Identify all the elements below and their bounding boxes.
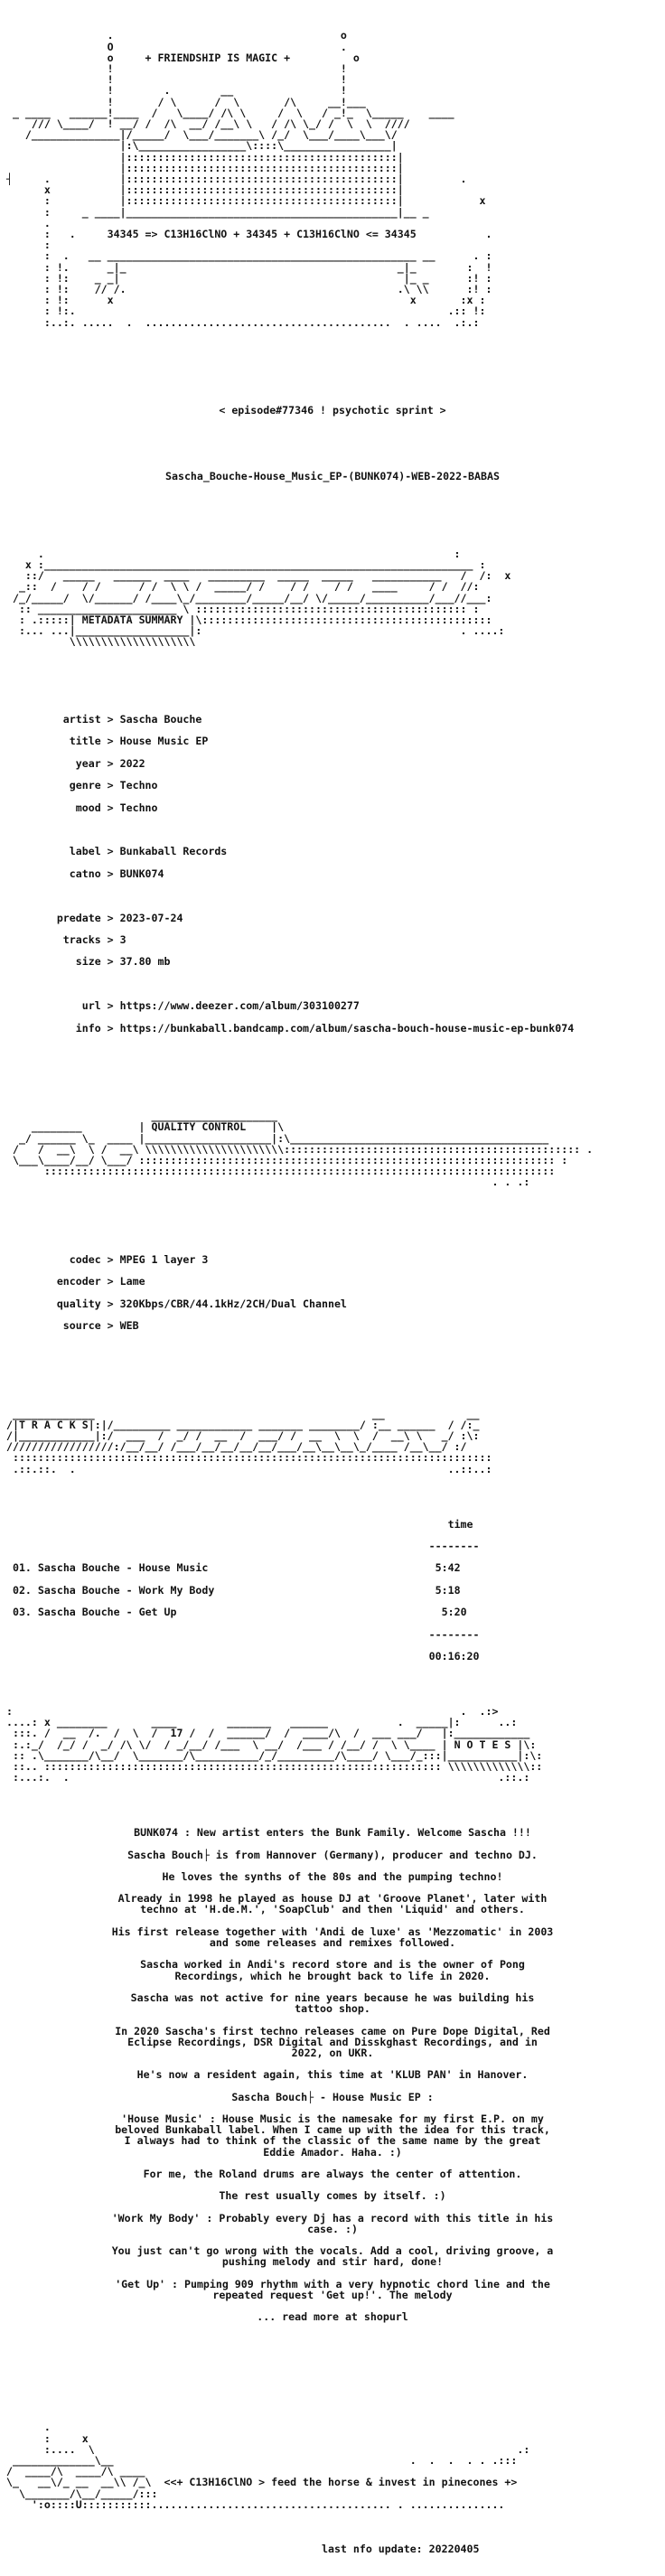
notes-line: 'House Music' : House Music is the namesake for my first E.P. on my (121, 2112, 544, 2126)
notes-line: He's now a resident again, this time at 'KLUB PAN' in Hanover. (136, 2068, 529, 2082)
tracks-title: T R A C K S (18, 1418, 89, 1431)
meta-genre: genre > Techno (0, 779, 158, 792)
notes-gap (0, 2014, 665, 2025)
notes-line: case. :) (307, 2222, 358, 2235)
notes-line: 'Get Up' : Pumping 909 rhythm with a very hypnotic chord line and the (115, 2277, 550, 2290)
quality-banner-art: ____________________ ________ | QUALITY CONTROL |\ _/ ______ \_ ____ |____________________|:\_________________________________________ / / __\ \ / __\ \\\\\\\\\\\\\\\\\\\\\\::::::::::::::::::::::::::::::::::::::::::::::: . \___\____/__/ \___/ :::::::::::::::::::::::::::::::::::::::::::::::::::::::::::::::::: : ::::::::::::::::::::::::::::::::::::::::::::::::::::::::::::::::::::::::::::::::: . . .: (12, 1110, 594, 1189)
notes-line: beloved Bunkaball label. When I came up with the idea for this track, (115, 2123, 550, 2137)
notes-title: N O T E S (454, 1738, 511, 1751)
info-link[interactable]: https://bunkaball.bandcamp.com/album/sascha-bouch-house-music-ep-bunk074 (119, 1021, 575, 1035)
notes-line: BUNK074 : New artist enters the Bunk Family. Welcome Sascha !!! (134, 1826, 531, 1840)
notes-gap (0, 2300, 665, 2311)
episode-line: < episode#77346 ! psychotic sprint > (219, 404, 446, 417)
meta-catno: catno > BUNK074 (0, 866, 164, 880)
footer-horse-art: . : x :.... \ .: _____________\__ . . . . . .::: / ____/\ ____/\ ____ \_ __\/_ __ __\\ /_\ <<+ C13H16ClNO > feed the horse & invest in pinecones +> \_______/\__/_____/::: ':o::::U:::::::::::...................................... . ............... (5, 2421, 530, 2511)
notes-gap (0, 1860, 665, 1871)
time-header: time (447, 1517, 473, 1531)
meta-title: title > House Music EP (0, 735, 209, 748)
notes-line: I always had to think of the classic of the same name by the great (124, 2134, 541, 2148)
qc-quality: quality > 320Kbps/CBR/44.1kHz/2CH/Dual Channel (0, 1297, 347, 1310)
notes-line: Sascha was not active for nine years because he was building his (130, 1991, 535, 2004)
top-logo-art: . o O . o + FRIENDSHIP IS MAGIC + o ! ! ! ! ! . __ ! ! / \ / \ /\ __!___ _ ____ ______!____ / \____/ /\ \ / \ / _!_ \_____ ____ /// \____/ ! __/ / /\ __/ /__\ \ / /\ \_/ / \ \ //// /______________|/_____/ \___/_______\ /_/ \___/____\___\/ |:\_________________\::::\_________________| |:::::::::::::::::::::::::::::::::::::::::::| |:::::::::::::::::::::::::::::::::::::::::::| ┤ . |:::::::::::::::::::::::::::::::::::::::::::| . x |:::::::::::::::::::::::::::::::::::::::::::| : |:::::::::::::::::::::::::::::::::::::::::::| x : _ ____|___________________________________________|__ _ . : . 34345 => C13H16ClNO + 34345 + C13H16ClNO <= 34345 . : : . __ _________________________________________________ __ . : : !. _|_ _|_ : ! : !: _ _| |_ _ :! : : !: // /. .\ \\ :! : : !: x x :x : : !:. .:: !: :..:. ..... . ....................................... . .... .:.: (5, 29, 492, 329)
notes-gap (0, 2202, 665, 2213)
notes-line: techno at 'H.de.M.', 'SoapClub' and then 'Liquid' and others. (140, 1903, 525, 1916)
notes-gap (0, 1882, 665, 1893)
tracks-banner-art: _____________ __ __ /|T R A C K S|:|/_________ ____________ _______ ________/ :__ ______ / /:_ /|____________|:/ ___ / _/ / __ / ___/ / __ \ \ / __\ \ _/ :\: /////////////////:/__/__/ /___/__/__/__/__/___/__\__\__\_/____ /__\__/ :/ :::::::::::::::::::::::::::::::::::::::::::::::::::::::::::::::::::::::::::: .::.::. . ..::..: (5, 1407, 492, 1475)
meta-artist: artist > Sascha Bouche (0, 712, 202, 726)
notes-gap (0, 2080, 665, 2091)
meta-tracks: tracks > 3 (0, 932, 126, 946)
url-link[interactable]: https://www.deezer.com/album/303100277 (119, 999, 360, 1013)
notes-line: The rest usually comes by itself. :) (219, 2189, 446, 2203)
notes-line: You just can't go wrong with the vocals. Add a cool, driving groove, a (111, 2244, 554, 2258)
track-row: 01. Sascha Bouche - House Music 5:42 (12, 1561, 461, 1575)
track-row: 02. Sascha Bouche - Work My Body 5:18 (12, 1583, 461, 1597)
notes-line: Sascha Bouch├ - House Music EP : (231, 2090, 434, 2103)
notes-body (0, 1827, 665, 2322)
notes-line: repeated request 'Get up!'. The melody (212, 2289, 453, 2302)
notes-gap (0, 1916, 665, 1926)
time-divider: -------- (0, 1539, 480, 1552)
notes-gap (0, 1838, 665, 1849)
notes-line: He loves the synths of the 80s and the pumping techno! (162, 1869, 503, 1883)
qc-codec: codec > MPEG 1 layer 3 (0, 1252, 209, 1266)
release-name: Sascha_Bouche-House_Music_EP-(BUNK074)-WEB-2022-BABAS (165, 470, 500, 483)
formula: 34345 => C13H16ClNO + 34345 + C13H16ClNO <= 34345 (107, 228, 417, 241)
notes-line: Recordings, which he brought back to life in 2020. (174, 1969, 491, 1982)
metadata-title: METADATA SUMMARY (81, 614, 183, 627)
meta-year: year > 2022 (0, 756, 145, 770)
notes-line: Already in 1998 he played as house DJ at 'Groove Planet', later with (117, 1892, 548, 1906)
meta-predate: predate > 2023-07-24 (0, 911, 183, 924)
notes-line: For me, the Roland drums are always the center of attention. (143, 2167, 522, 2180)
quality-title: QUALITY CONTROL (151, 1120, 247, 1134)
meta-label: label > Bunkaball Records (0, 845, 228, 858)
notes-gap (0, 2103, 665, 2113)
notes-line: Sascha Bouch├ is from Hannover (Germany), producer and techno DJ. (127, 1848, 538, 1861)
total-time: 00:16:20 (428, 1649, 480, 1663)
notes-line: and some releases and remixes followed. (209, 1936, 456, 1950)
notes-gap (0, 2058, 665, 2069)
metadata-banner-art: . : x :____________________________________________________________________ : ::/ _____ ______ ____ _________ _____ _____ ___________ / /: x _:: / / / / / \ \ / _____/ / / / / / ____ / / //: /_/_____/ \/______/ /____\_/________/_____/__/ \/_____/__________/___//___: :: ______________________ \ ::::::::::::::::::::::::::::::::::::::::::: : : .:::::| METADATA SUMMARY |\:::::::::::::::::::::::::::::::::::::::::::::: :... ...|__________________|: . ....: \\\\\\\\\\\\\\\\\\\\ (12, 547, 511, 649)
meta-mood: mood > Techno (0, 801, 158, 814)
notes-gap (0, 2179, 665, 2190)
notes-line: ... read more at shopurl (257, 2310, 408, 2324)
notes-line: pushing melody and stir hard, done! (221, 2255, 444, 2269)
meta-url: url > https://www.deezer.com/album/303100277 (0, 999, 360, 1013)
notes-gap (0, 2158, 665, 2169)
footer-slogan: <<+ C13H16ClNO > feed the horse & invest in pinecones +> (164, 2476, 518, 2489)
notes-banner-art: : . .:> ....: x ________ ____ _______ ______ . _____|: ..: :::. / __ /. / \ / 17 / / ______/ / ____/\ / ___ ___/ |:____________ :.:_/ /_/ / _/ /\ \/ / _/__/ /___ \ __/ /___ / /__/ / \ \____ | N O T E S |\: :: .\_______/\__/ \_______/\__________/_/_________/\____/ \___/_:::|___________|:\: ::.. ::::::::::::::::::::::::::::::::::::::::::::::::::::::::::::::: \\\\\\\\\\\\\:: :...:. . .::.: (5, 1704, 543, 1784)
notes-line: 'Work My Body' : Probably every Dj has a record with this title in his (111, 2211, 554, 2225)
tagline: + FRIENDSHIP IS MAGIC + (145, 51, 291, 64)
notes-line: In 2020 Sascha's first techno releases came on Pure Dope Digital, Red (115, 2024, 550, 2037)
meta-size: size > 37.80 mb (0, 955, 171, 969)
notes-line: Eclipse Recordings, DSR Digital and Disskghast Recordings, and in (127, 2035, 538, 2048)
qc-encoder: encoder > Lame (0, 1275, 145, 1288)
notes-gap (0, 2268, 665, 2279)
notes-line: Sascha worked in Andi's record store and is the owner of Pong (140, 1958, 525, 1972)
notes-gap (0, 1981, 665, 1992)
notes-line: 2022, on UKR. (291, 2046, 374, 2059)
total-divider: -------- (0, 1627, 480, 1641)
qc-source: source > WEB (0, 1318, 139, 1332)
notes-gap (0, 2234, 665, 2245)
last-update: last nfo update: 20220405 (321, 2542, 480, 2555)
notes-line: tattoo shop. (295, 2002, 370, 2016)
notes-gap (0, 1948, 665, 1959)
track-row: 03. Sascha Bouche - Get Up 5:20 (12, 1606, 467, 1619)
notes-line: Eddie Amador. Haha. :) (263, 2145, 402, 2159)
meta-info: info > https://bunkaball.bandcamp.com/album/sascha-bouch-house-music-ep-bunk074 (0, 1021, 575, 1035)
notes-line: His first release together with 'Andi de luxe' as 'Mezzomatic' in 2003 (111, 1925, 554, 1938)
